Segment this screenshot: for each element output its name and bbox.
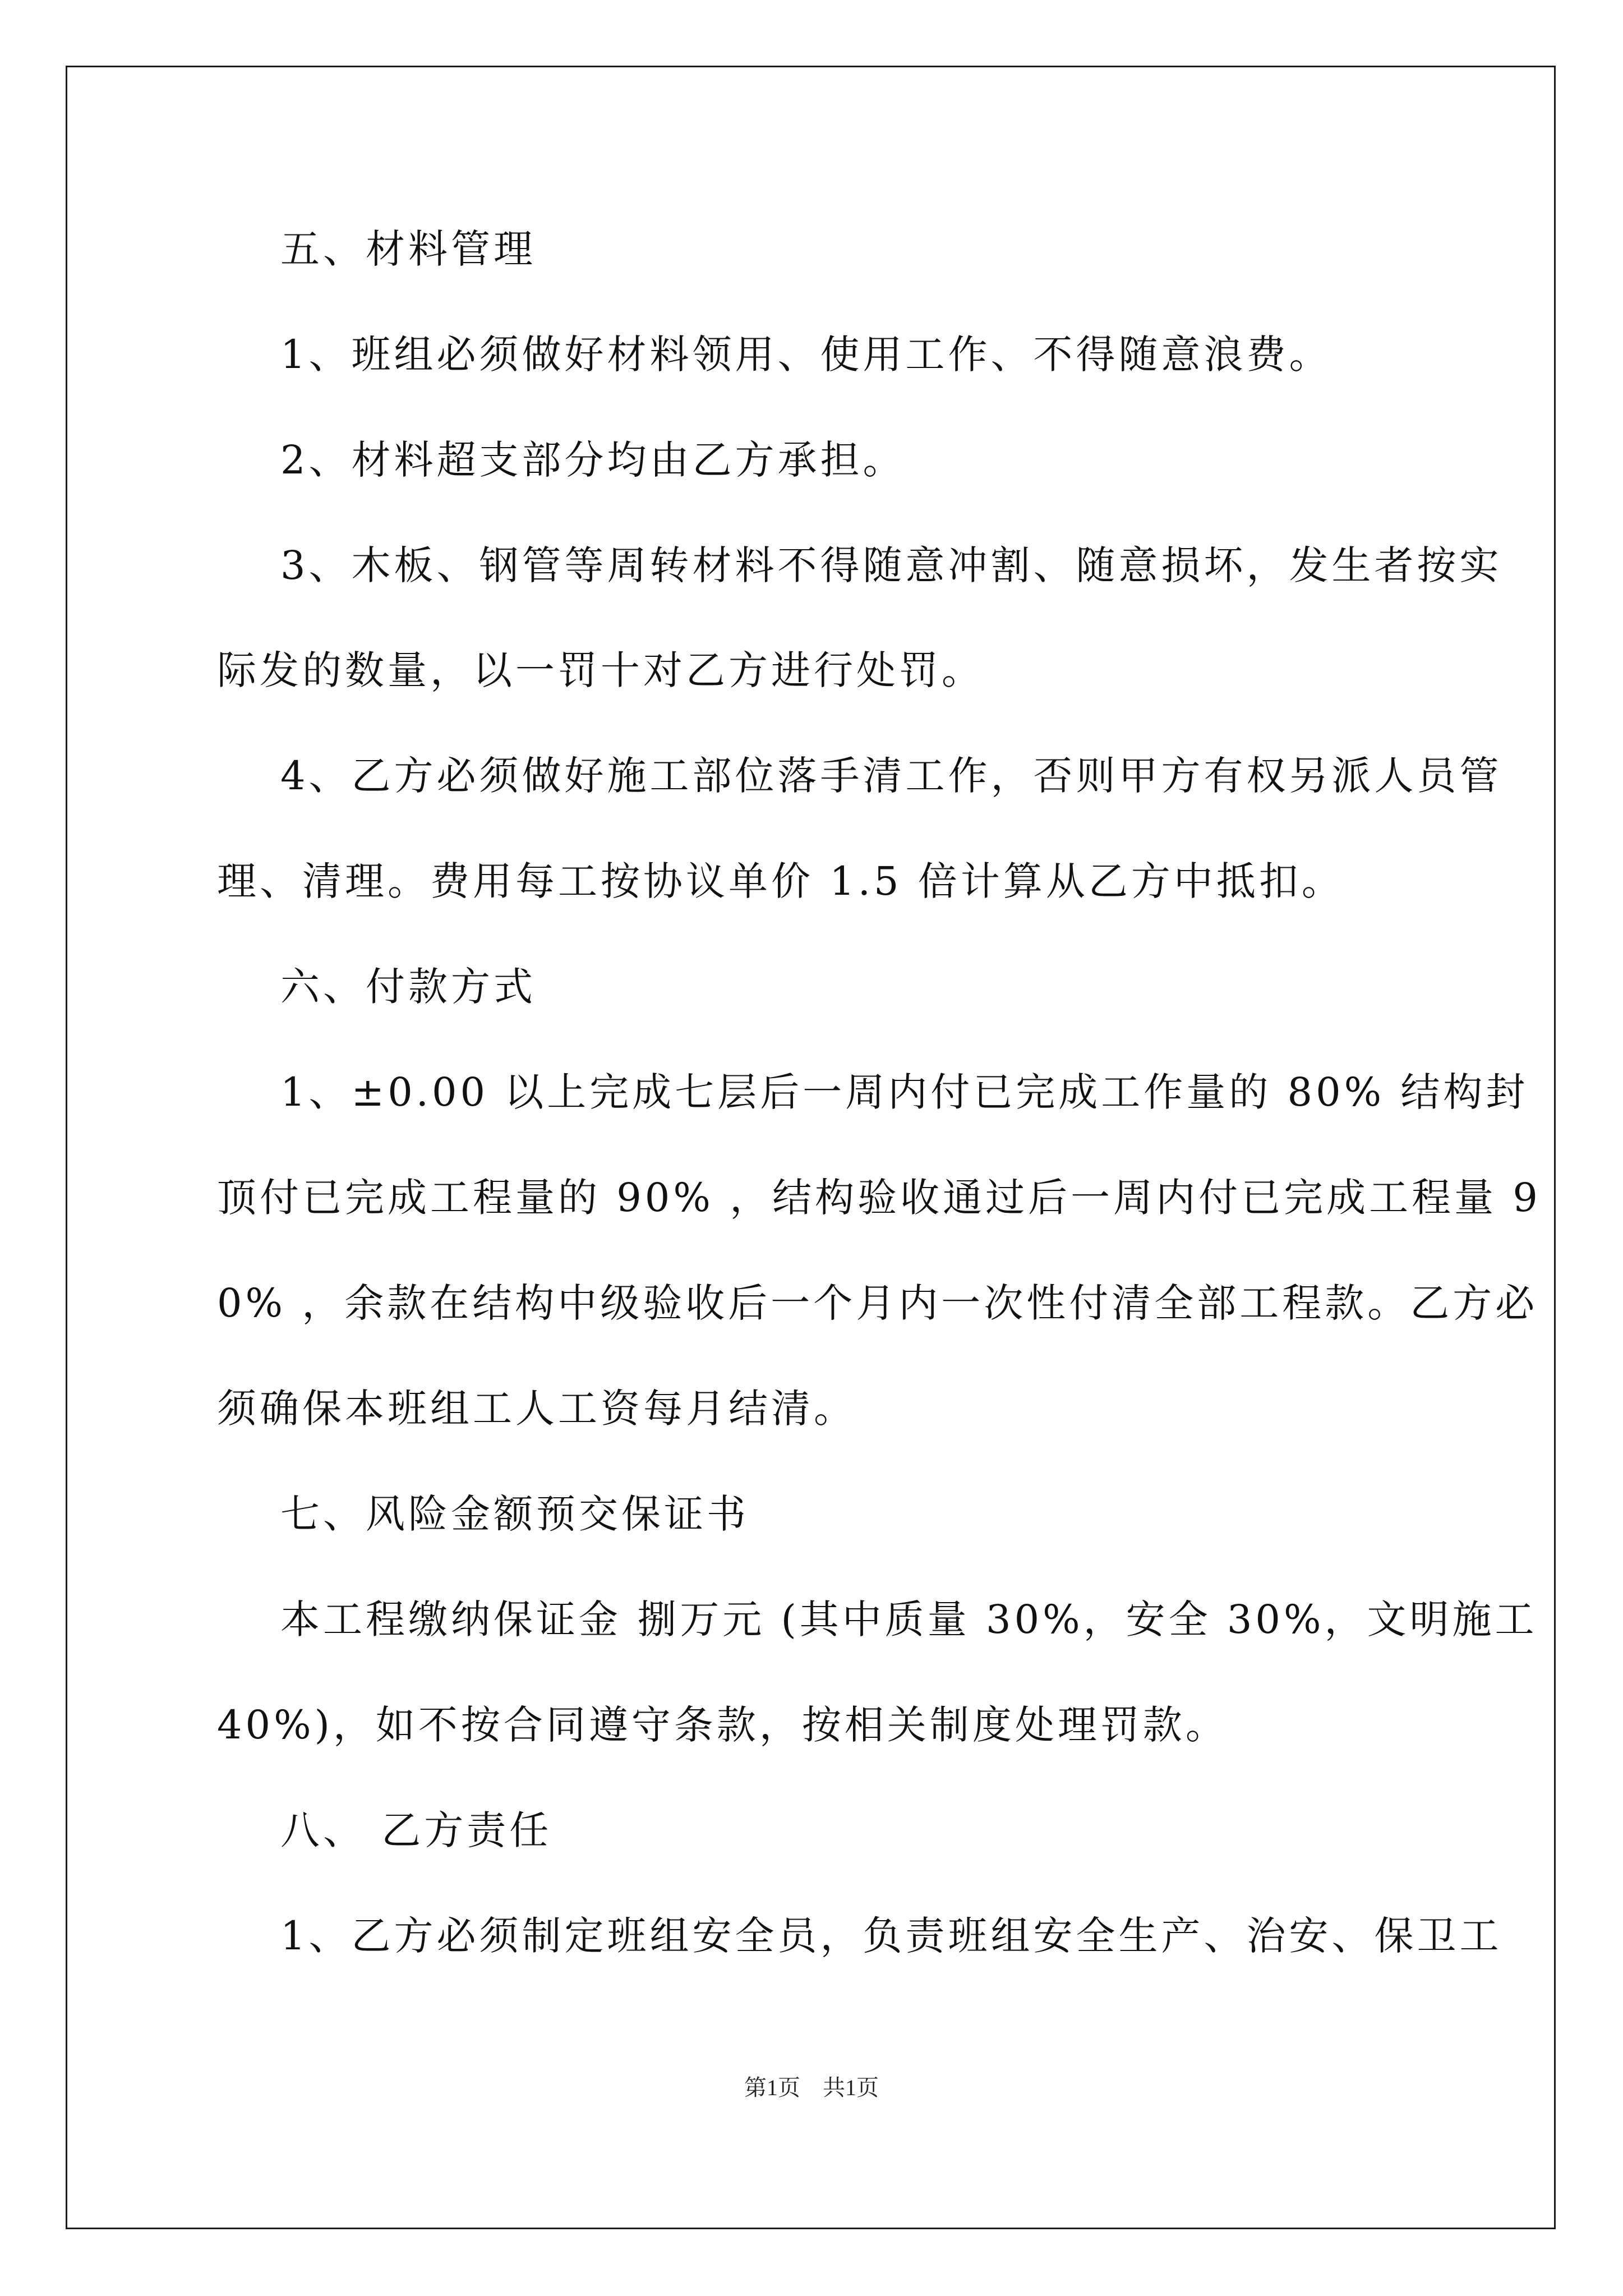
section-heading-party-b: 八、 乙方责任: [280, 1807, 552, 1853]
paragraph-line: 2、材料超支部分均由乙方承担。: [280, 437, 906, 483]
page-number: 第1页 共1页: [744, 2075, 879, 2100]
section-heading-deposit: 七、风险金额预交保证书: [280, 1491, 749, 1537]
paragraph-line: 顶付已完成工程量的 90% ，结构验收通过后一周内付已完成工程量 9: [217, 1175, 1541, 1221]
paragraph-line: 1、班组必须做好材料领用、使用工作、不得随意浪费。: [280, 332, 1332, 378]
paragraph-line: 1、±0.00 以上完成七层后一周内付已完成工作量的 80% 结构封: [280, 1069, 1529, 1115]
paragraph-line: 3、木板、钢管等周转材料不得随意冲割、随意损坏，发生者按实: [280, 542, 1502, 588]
paragraph-line: 际发的数量，以一罚十对乙方进行处罚。: [217, 647, 984, 693]
paragraph-line: 4、乙方必须做好施工部位落手清工作，否则甲方有权另派人员管: [280, 753, 1502, 799]
paragraph-line: 1、乙方必须制定班组安全员，负责班组安全生产、治安、保卫工: [280, 1913, 1502, 1959]
section-heading-payment: 六、付款方式: [280, 964, 536, 1010]
paragraph-line: 须确保本班组工人工资每月结清。: [217, 1386, 856, 1432]
paragraph-line: 0% ，余款在结构中级验收后一个月内一次性付清全部工程款。乙方必: [217, 1280, 1538, 1326]
paragraph-line: 40%)，如不按合同遵守条款，按相关制度处理罚款。: [217, 1702, 1228, 1748]
paragraph-line: 理、清理。费用每工按协议单价 1.5 倍计算从乙方中抵扣。: [217, 858, 1344, 904]
section-heading-materials: 五、材料管理: [280, 226, 536, 272]
paragraph-line: 本工程缴纳保证金 捌万元 (其中质量 30%，安全 30%，文明施工: [280, 1596, 1538, 1642]
